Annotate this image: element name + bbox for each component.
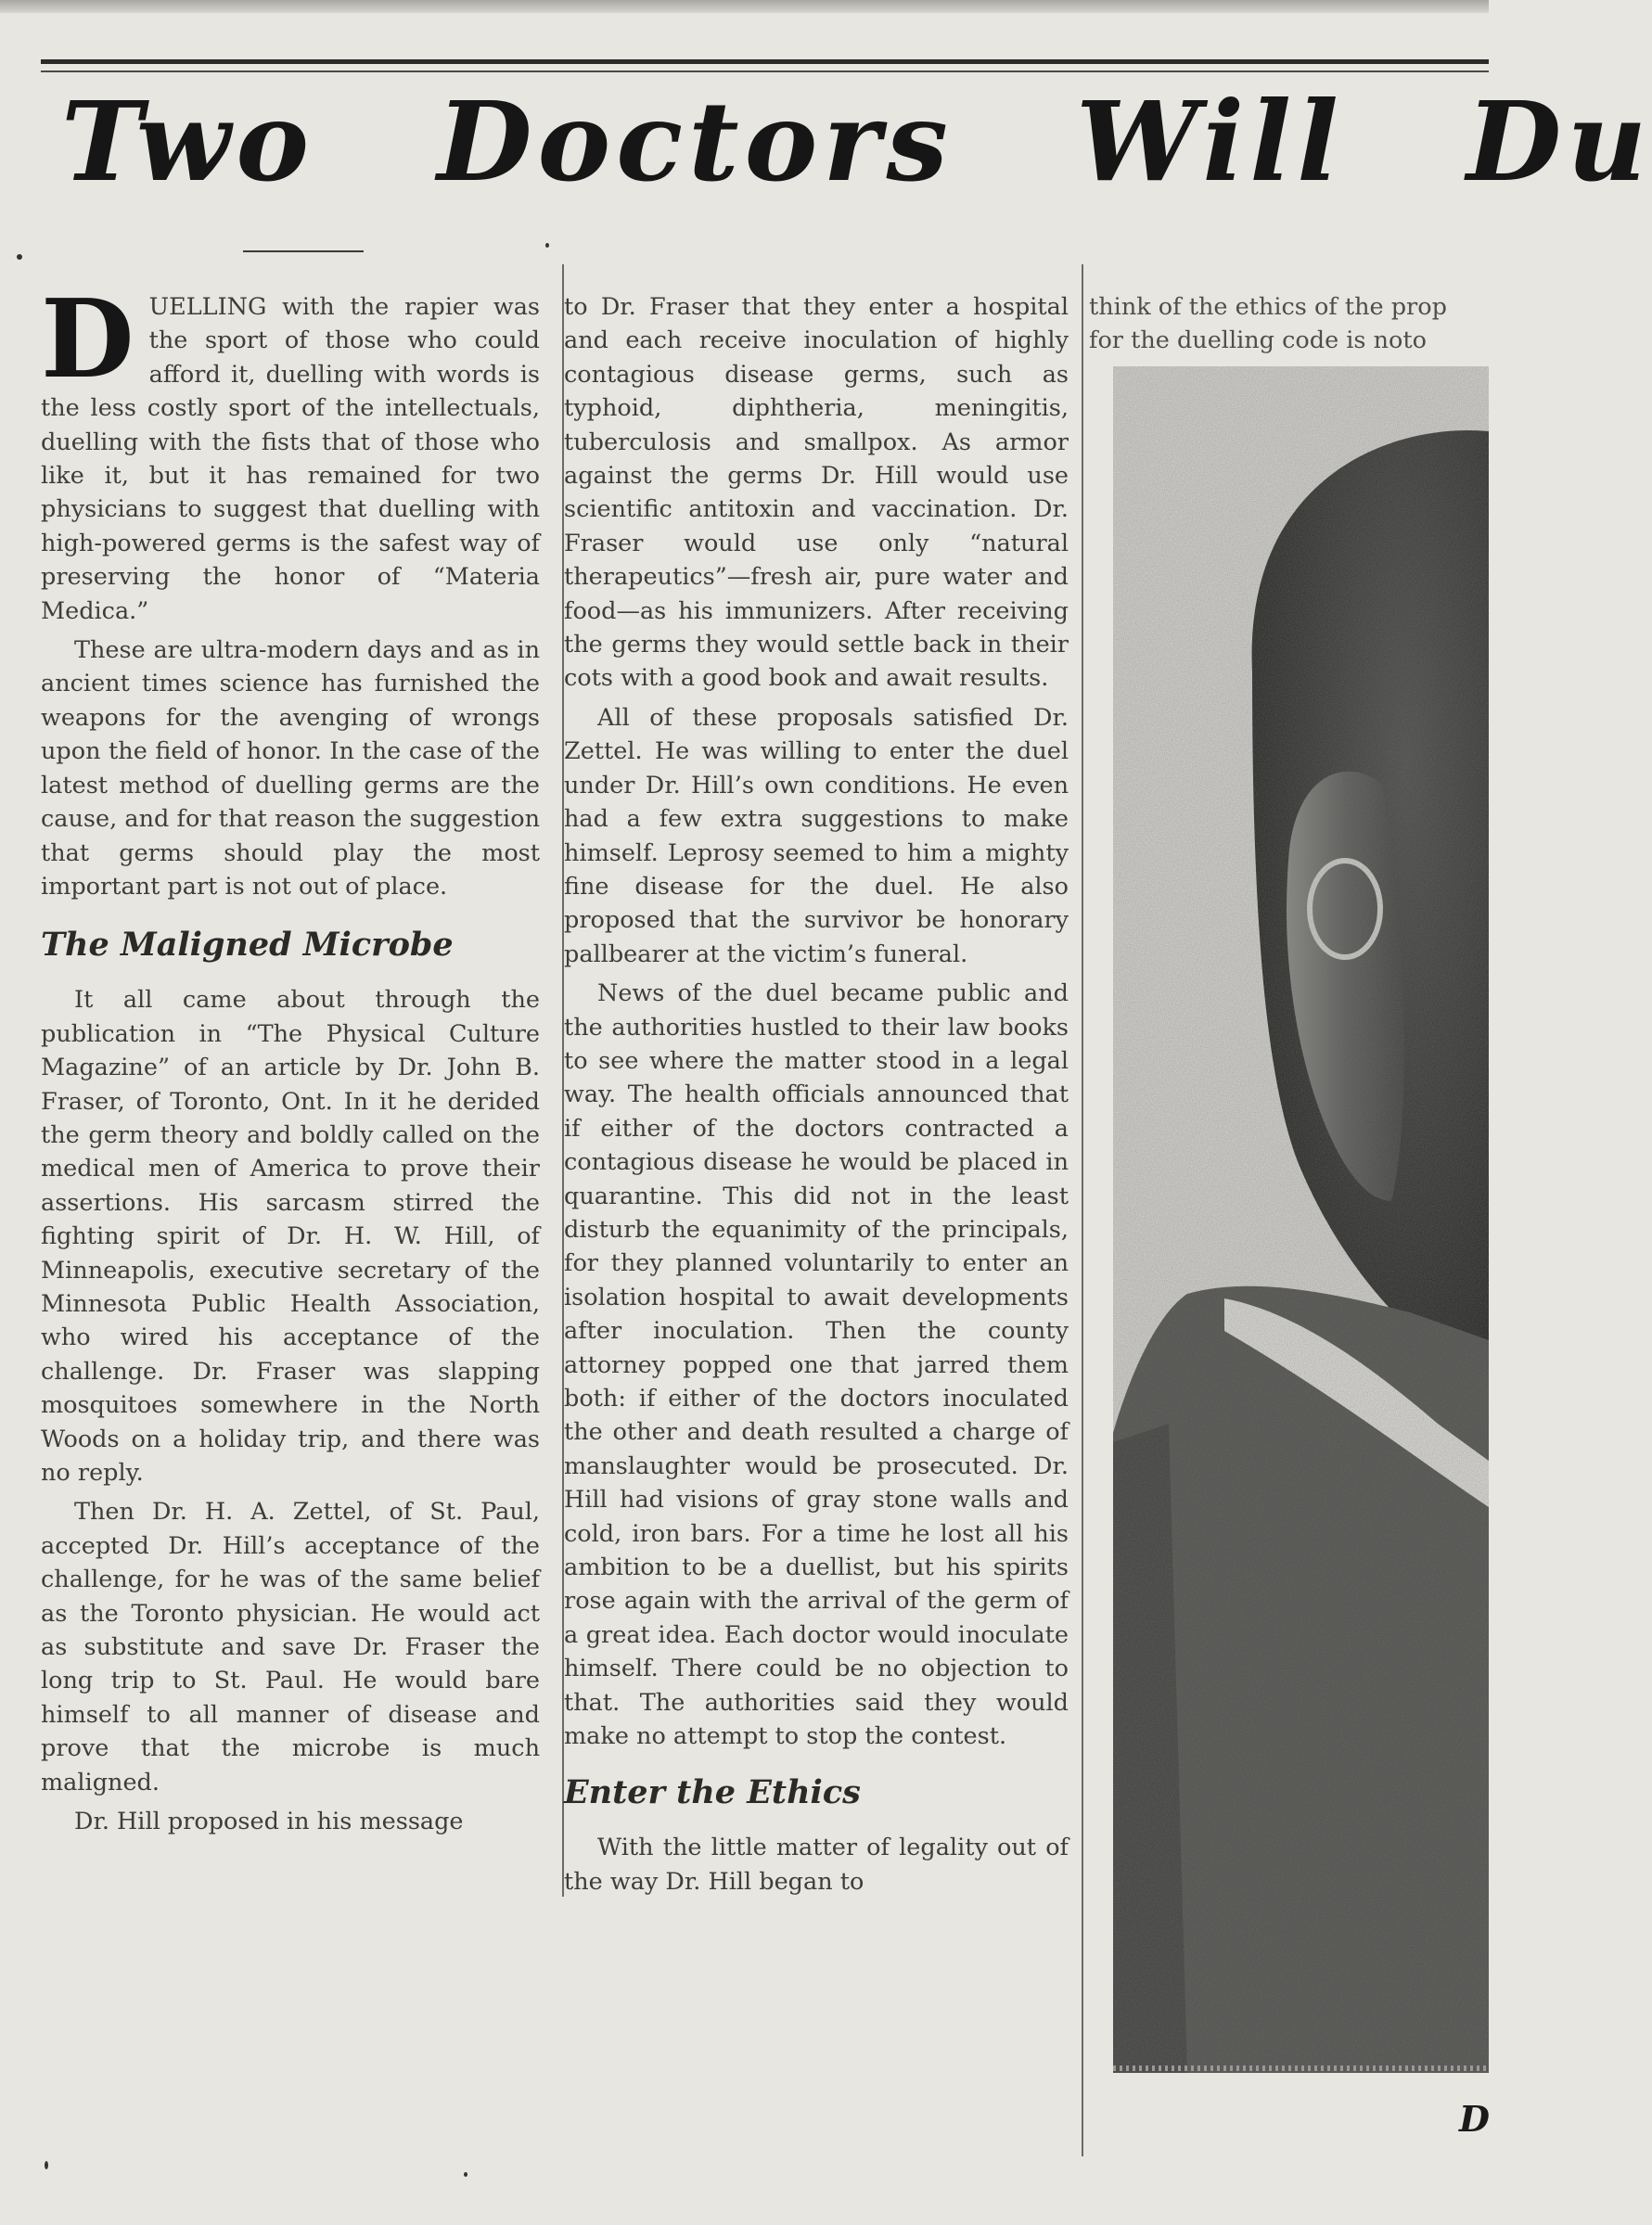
article-line: think of the ethics of the prop: [1089, 293, 1447, 321]
article-paragraph: News of the duel became public and the authorities hustled to their law books to see where the matter stood in a legal way. The health officials announced that if either of the doctors contracted a contagious disease he would be placed in quarantine. This did not in the least disturb the equanimity of the principals, for they planned voluntarily to enter an isolation hospital to await developments after inoculation. Then the county attorney popped one that jarred them both: if either of the doctors inoculated the other and death resulted a charge of manslaughter would be prosecuted. Dr. Hill had visions of gray stone walls and cold, iron bars. For a time he lost all his ambition to be a duellist, but his spirits rose again with the arrival of the germ of a great idea. Each doctor would inoculate himself. There could be no objection to that. The authorities said they would make no attempt to stop the contest.: [564, 979, 1069, 1751]
article-paragraph: All of these proposals satisfied Dr. Zettel. He was willing to enter the duel under Dr. Hill’s own conditions. He even had a few extra suggestions to make himself. Leprosy seemed to him a mighty fine disease for the duel. He also proposed that the survivor be honorary pallbearer at the victim’s funeral.: [564, 703, 1069, 968]
article-paragraph: Then Dr. H. A. Zettel, of St. Paul, accepted Dr. Hill’s acceptance of the challenge, for he was of the same belief as the Toronto physician. He would act as substitute and save Dr. Fraser the long trip to St. Paul. He would bare himself to all manner of disease and prove that the microbe is much maligned.: [41, 1498, 540, 1797]
subhead-maligned-microbe: The Maligned Microbe: [41, 926, 454, 965]
article-column-3: [1089, 290, 1489, 358]
dropcap: D: [41, 276, 134, 403]
paragraph-text: UELLING with the rapier was the sport of those who could afford it, duelling with words is the less costly sport of the intellectuals, duelling with the fists that of those who like it, but it has remained for two physicians to suggest that duelling with high-powered germs is the safest way of preserving the honor of “Materia Medica.”: [41, 293, 540, 625]
headline: Two Doctors Will Du: [61, 77, 1652, 206]
article-paragraph: Dr. Hill proposed in his message: [74, 1808, 464, 1836]
article-line: for the duelling code is noto: [1089, 326, 1427, 355]
top-rule-thick: [41, 59, 1489, 64]
print-speck: [17, 254, 22, 260]
article-column-2: [564, 290, 1069, 1904]
print-speck: [545, 243, 549, 248]
article-paragraph: With the little matter of legality out of the way Dr. Hill began to: [564, 1834, 1069, 1896]
headline-divider: [243, 250, 364, 252]
article-paragraph: to Dr. Fraser that they enter a hospital and each receive inoculation of highly contagious disease germs, such as typhoid, diphtheria, meningitis, tuberculosis and smallpox. As armor against the germs Dr. Hill would use scientific antitoxin and vaccination. Dr. Fraser would use only “natural therapeutics”—fresh air, pure water and food—as his immunizers. After receiving the germs they would settle back in their cots with a good book and await results.: [564, 293, 1069, 693]
article-paragraph: [41, 276, 540, 628]
cropped-top-text-strip: [0, 0, 1489, 13]
portrait-photo-icon: [1113, 366, 1489, 2073]
article-column-1: [41, 276, 540, 1844]
article-paragraph: It all came about through the publication in “The Physical Culture Magazine” of an article by Dr. John B. Fraser, of Toronto, Ont. In it he derided the germ theory and boldly called on the medical men of America to prove their assertions. His sarcasm stirred the fighting spirit of Dr. H. W. Hill, of Minneapolis, executive secretary of the Minnesota Public Health Association, who wired his acceptance of the challenge. Dr. Fraser was slapping mosquitoes somewhere in the North Woods on a holiday trip, and there was no reply.: [41, 986, 540, 1487]
subhead-enter-the-ethics: Enter the Ethics: [564, 1773, 861, 1812]
article-paragraph: These are ultra-modern days and as in ancient times science has furnished the weapons for the avenging of wrongs upon the field of honor. In the case of the latest method of duelling germs are the cause, and for that reason the suggestion that germs should play the most important part is not out of place.: [41, 636, 540, 901]
column-rule: [1082, 264, 1083, 2156]
top-rule-thin: [41, 70, 1489, 72]
portrait-photo-graphic: [1113, 366, 1489, 2073]
photo-caption-fragment: D: [1459, 2098, 1490, 2140]
print-speck: [464, 2172, 467, 2177]
print-speck: [45, 2161, 48, 2169]
